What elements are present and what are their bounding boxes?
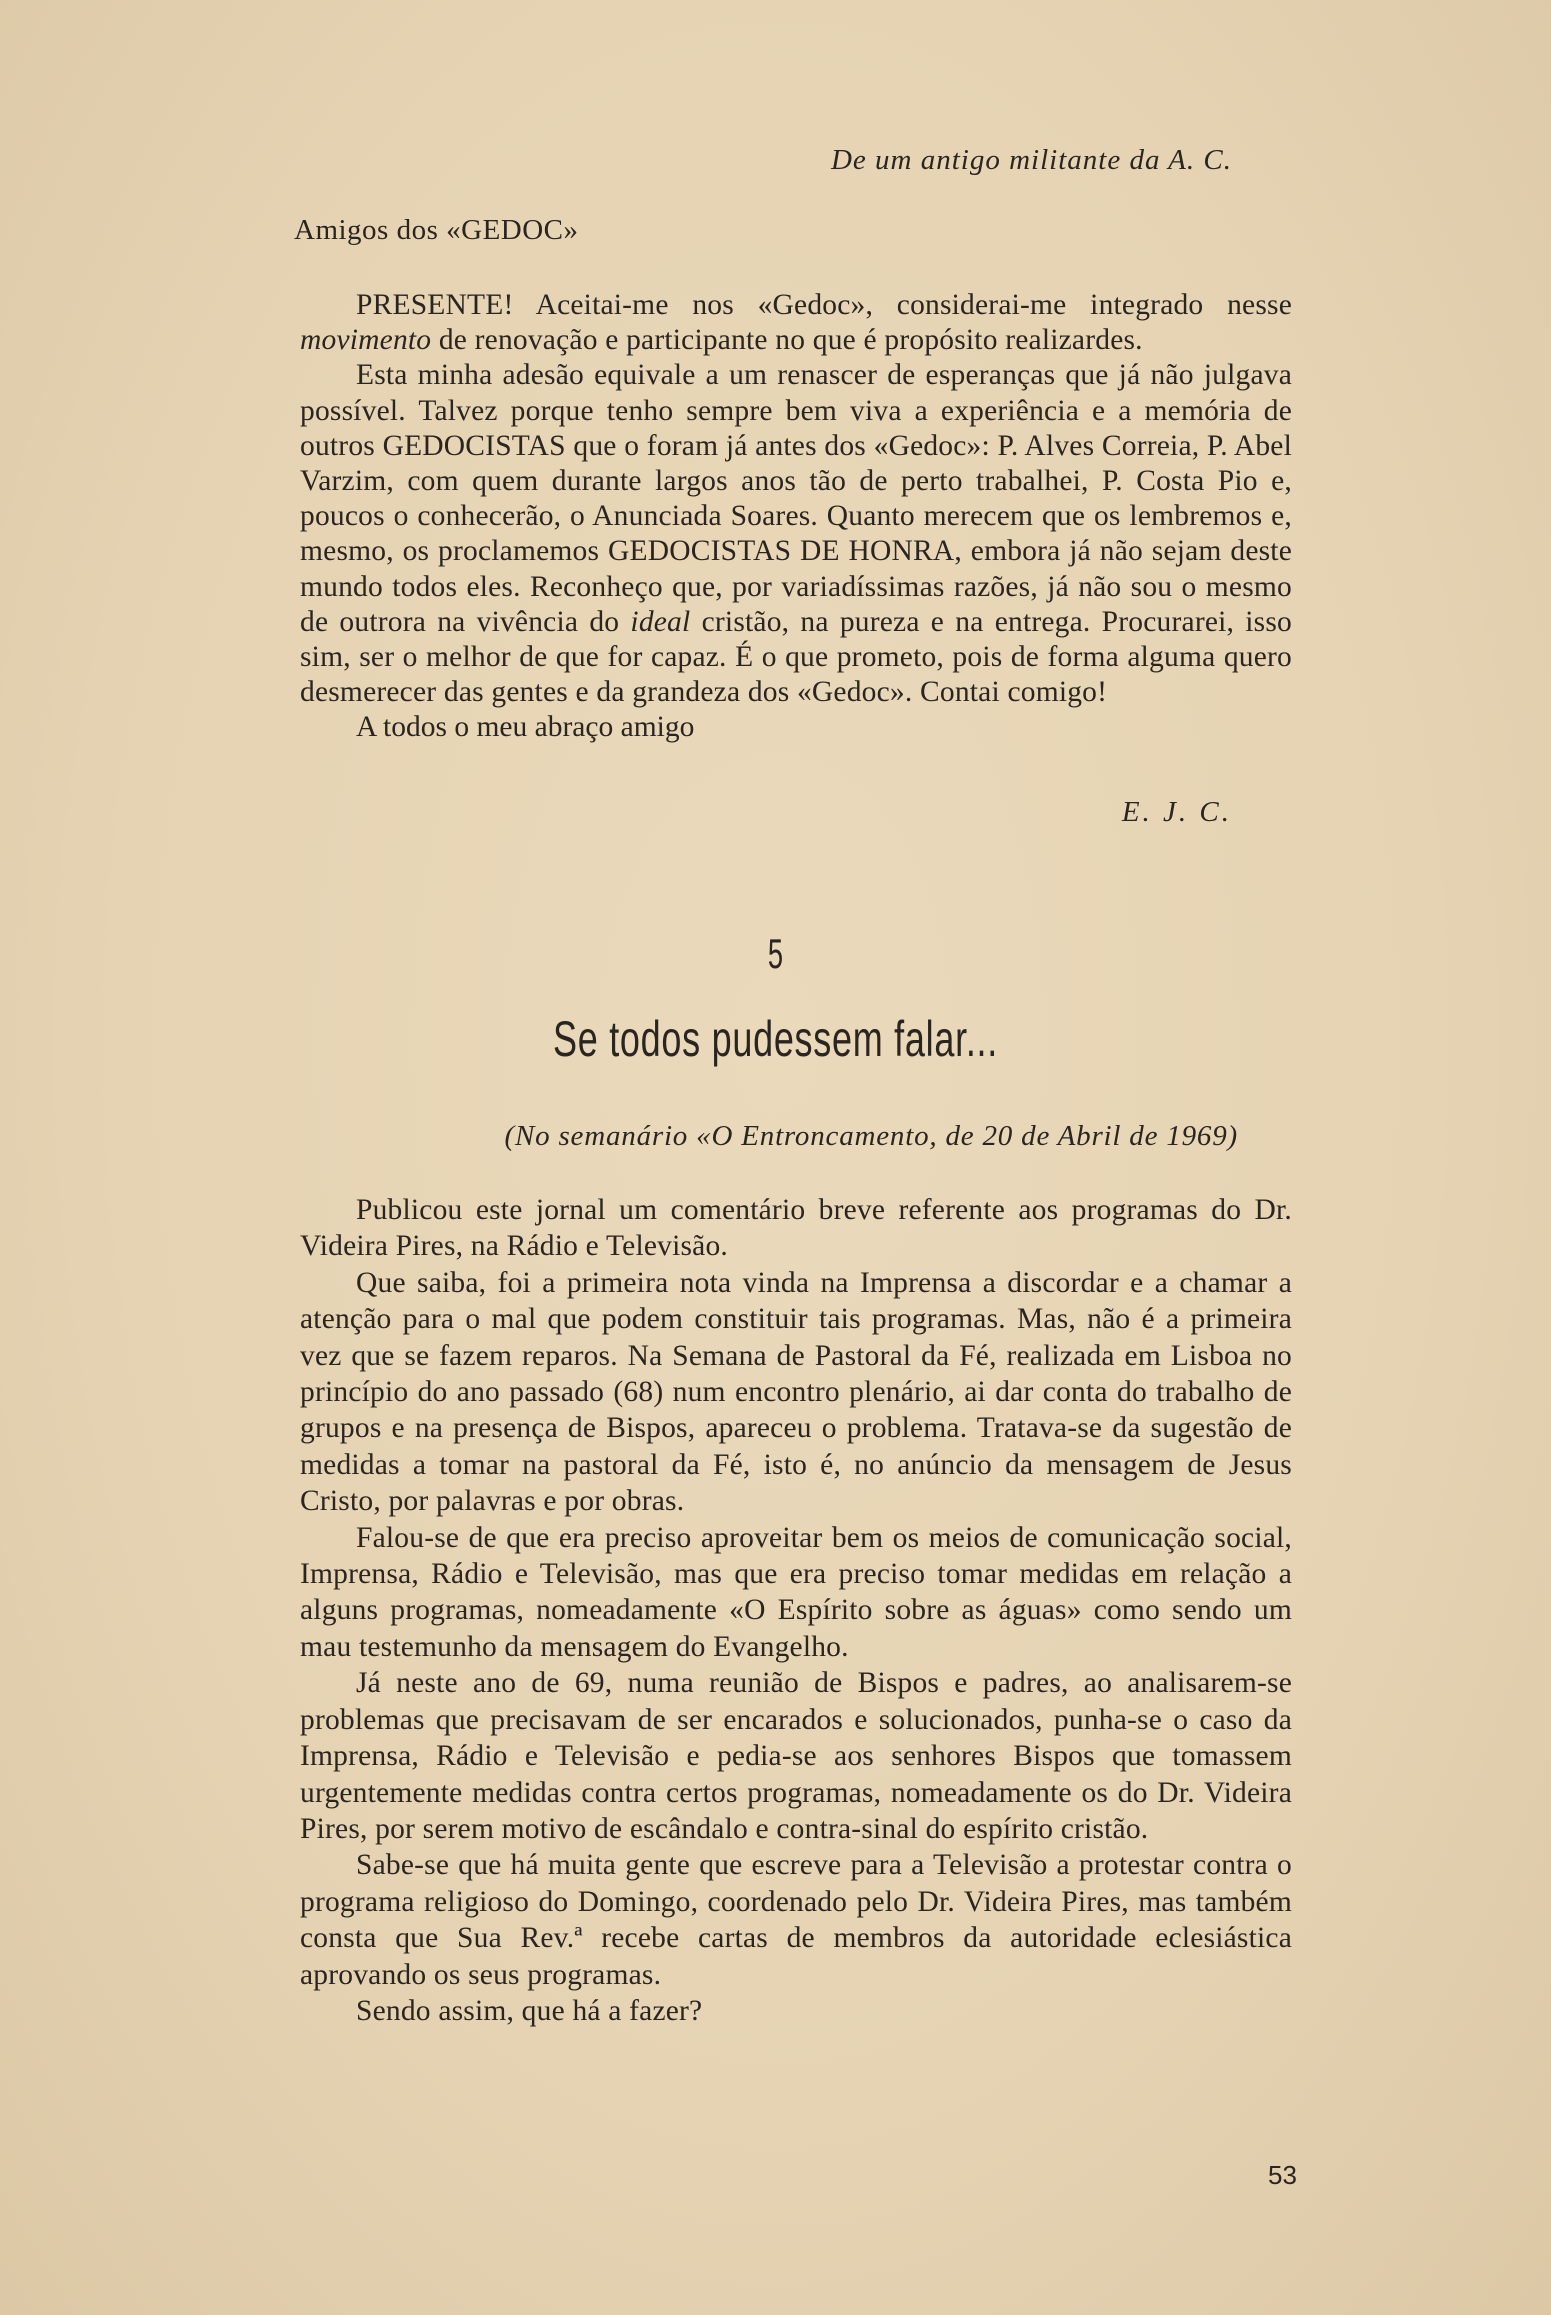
chapter-number: 5 [767, 930, 784, 977]
letter-signoff: A todos o meu abraço amigo [356, 711, 695, 744]
letter-paragraph [300, 358, 1292, 710]
article-paragraph: Já neste ano de 69, numa reunião de Bispos e padres, ao analisarem-se problemas que precisavam de ser encarados e solucionados, punha-se o caso da Imprensa, Rádio e Televisão e pedia-se aos senhores Bispos que tomassem urgentemente medidas contra certos programas, nomeadamente os do Dr. Videira Pires, por serem motivo de escândalo e contra-sinal do espírito cristão. [300, 1667, 1292, 1845]
letter-salutation: Amigos dos «GEDOC» [294, 214, 579, 246]
letter-emphasis: movimento [300, 324, 432, 357]
article-body [300, 1192, 1292, 2029]
letter-paragraph [300, 288, 1292, 358]
article-paragraph: Sabe-se que há muita gente que escreve para a Televisão a protestar contra o programa religioso do Domingo, coordenado pelo Dr. Videira Pires, mas também consta que Sua Rev.ª recebe cartas de membros da autoridade eclesiástica aprovando os seus programas. [300, 1849, 1292, 1991]
letter-paragraph-text: cristão, na pureza e na entrega. Procurarei, isso sim, ser o melhor de que for capaz. É o que prometo, pois de forma alguma quero desmerecer das gentes e da grandeza dos «Gedoc». Contai comigo! [300, 605, 1292, 709]
chapter-subtitle: (No semanário «O Entroncamento, de 20 de Abril de 1969) [504, 1120, 1238, 1152]
article-paragraph: Que saiba, foi a primeira nota vinda na Imprensa a discordar e a chamar a atenção para o mal que podem constituir tais programas. Mas, não é a primeira vez que se fazem reparos. Na Semana de Pastoral da Fé, realizada em Lisboa no princípio do ano passado (68) num encontro plenário, ai dar conta do trabalho de grupos e na presença de Bispos, apareceu o problema. Tratava-se da sugestão de medidas a tomar na pastoral da Fé, isto é, no anúncio da mensagem de Jesus Cristo, por palavras e por obras. [300, 1266, 1292, 1518]
article-paragraph: Sendo assim, que há a fazer? [356, 1994, 703, 2027]
letter-body [300, 288, 1292, 746]
letter-paragraph-text: Esta minha adesão equivale a um renascer de esperanças que já não julgava possível. Talvez porque tenho sempre bem viva a experiência e a memória de outros GEDOCISTAS que o foram já antes dos «Gedoc»: P. Alves Correia, P. Abel Varzim, com quem durante largos anos tão de perto trabalhei, P. Costa Pio e, poucos o conhecerão, o Anunciada Soares. Quanto merecem que os lembremos e, mesmo, os proclamemos GEDOCISTAS DE HONRA, embora já não sejam deste mundo todos eles. Reconheço que, por variadíssimas razões, já não sou o mesmo de outrora na vivência do [300, 359, 1292, 638]
chapter-title: Se todos pudessem falar... [553, 1011, 998, 1067]
article-paragraph: Publicou este jornal um comentário breve referente aos programas do Dr. Videira Pires, na Rádio e Televisão. [300, 1194, 1292, 1263]
letter-paragraph-text: de renovação e participante no que é propósito realizardes. [431, 324, 1143, 357]
letter-signature: E. J. C. [1121, 796, 1232, 828]
article-paragraph: Falou-se de que era preciso aproveitar bem os meios de comunicação social, Imprensa, Rádio e Televisão, mas que era preciso tomar medidas em relação a alguns programas, nomeadamente «O Espírito sobre as águas» como sendo um mau testemunho da mensagem do Evangelho. [300, 1521, 1292, 1663]
letter-emphasis: ideal [630, 605, 691, 638]
page-number: 53 [1268, 2160, 1297, 2190]
letter-paragraph-text: PRESENTE! Aceitai-me nos «Gedoc», considerai-me integrado nesse [356, 289, 1292, 321]
letter-attribution: De um antigo militante da A. C. [830, 144, 1232, 176]
